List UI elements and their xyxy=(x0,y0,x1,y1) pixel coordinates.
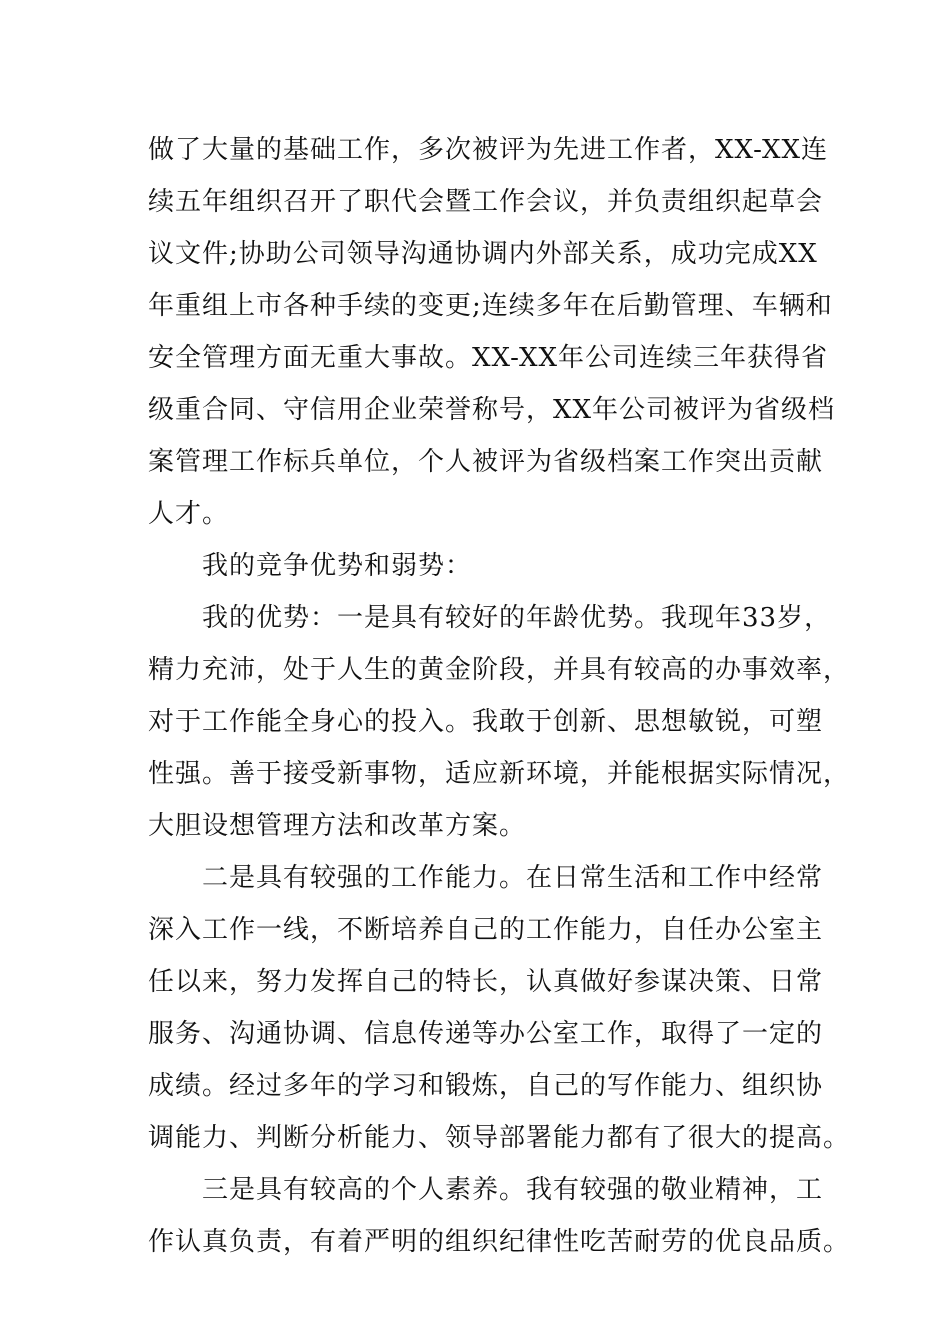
text-line: 三是具有较高的个人素养。我有较强的敬业精神，工 xyxy=(202,1175,824,1205)
paragraph-work-ability xyxy=(148,852,851,1164)
document-body xyxy=(148,124,851,1268)
text-line: 大胆设想管理方法和改革方案。 xyxy=(148,811,527,841)
text-line: 案管理工作标兵单位，个人被评为省级档案工作突出贡献 xyxy=(148,447,824,477)
text-line: 对于工作能全身心的投入。我敢于创新、思想敏锐，可塑 xyxy=(148,707,824,737)
text-line: 性强。善于接受新事物，适应新环境，并能根据实际情况， xyxy=(148,759,851,789)
text-line: 我的竞争优势和弱势： xyxy=(202,551,473,581)
text-line: 服务、沟通协调、信息传递等办公室工作，取得了一定的 xyxy=(148,1019,824,1049)
paragraph-age-advantage xyxy=(148,592,851,852)
text-line: 年重组上市各种手续的变更;连续多年在后勤管理、车辆和 xyxy=(148,291,833,321)
text-line: 任以来，努力发挥自己的特长，认真做好参谋决策、日常 xyxy=(148,967,824,997)
text-line: 级重合同、守信用企业荣誉称号，XX年公司被评为省级档 xyxy=(148,395,836,425)
text-line: 精力充沛，处于人生的黄金阶段，并具有较高的办事效率， xyxy=(148,655,851,685)
text-line: 人才。 xyxy=(148,499,230,529)
text-line: 调能力、判断分析能力、领导部署能力都有了很大的提高。 xyxy=(148,1123,851,1153)
section-heading-strengths-weaknesses xyxy=(148,540,813,592)
paragraph-personal-quality xyxy=(148,1164,851,1268)
text-line: 续五年组织召开了职代会暨工作会议，并负责组织起草会 xyxy=(148,187,824,217)
text-line: 做了大量的基础工作，多次被评为先进工作者，XX-XX连 xyxy=(148,135,828,165)
text-line: 二是具有较强的工作能力。在日常生活和工作中经常 xyxy=(202,863,824,893)
text-line: 安全管理方面无重大事故。XX-XX年公司连续三年获得省 xyxy=(148,343,828,373)
text-line: 作认真负责，有着严明的组织纪律性吃苦耐劳的优良品质。 xyxy=(148,1227,851,1257)
text-line: 深入工作一线，不断培养自己的工作能力，自任办公室主 xyxy=(148,915,824,945)
text-line: 议文件;协助公司领导沟通协调内外部关系，成功完成XX xyxy=(148,239,818,269)
paragraph-achievements xyxy=(148,124,836,540)
text-line: 成绩。经过多年的学习和锻炼，自己的写作能力、组织协 xyxy=(148,1071,824,1101)
text-line: 我的优势：一是具有较好的年龄优势。我现年33岁， xyxy=(202,603,832,633)
